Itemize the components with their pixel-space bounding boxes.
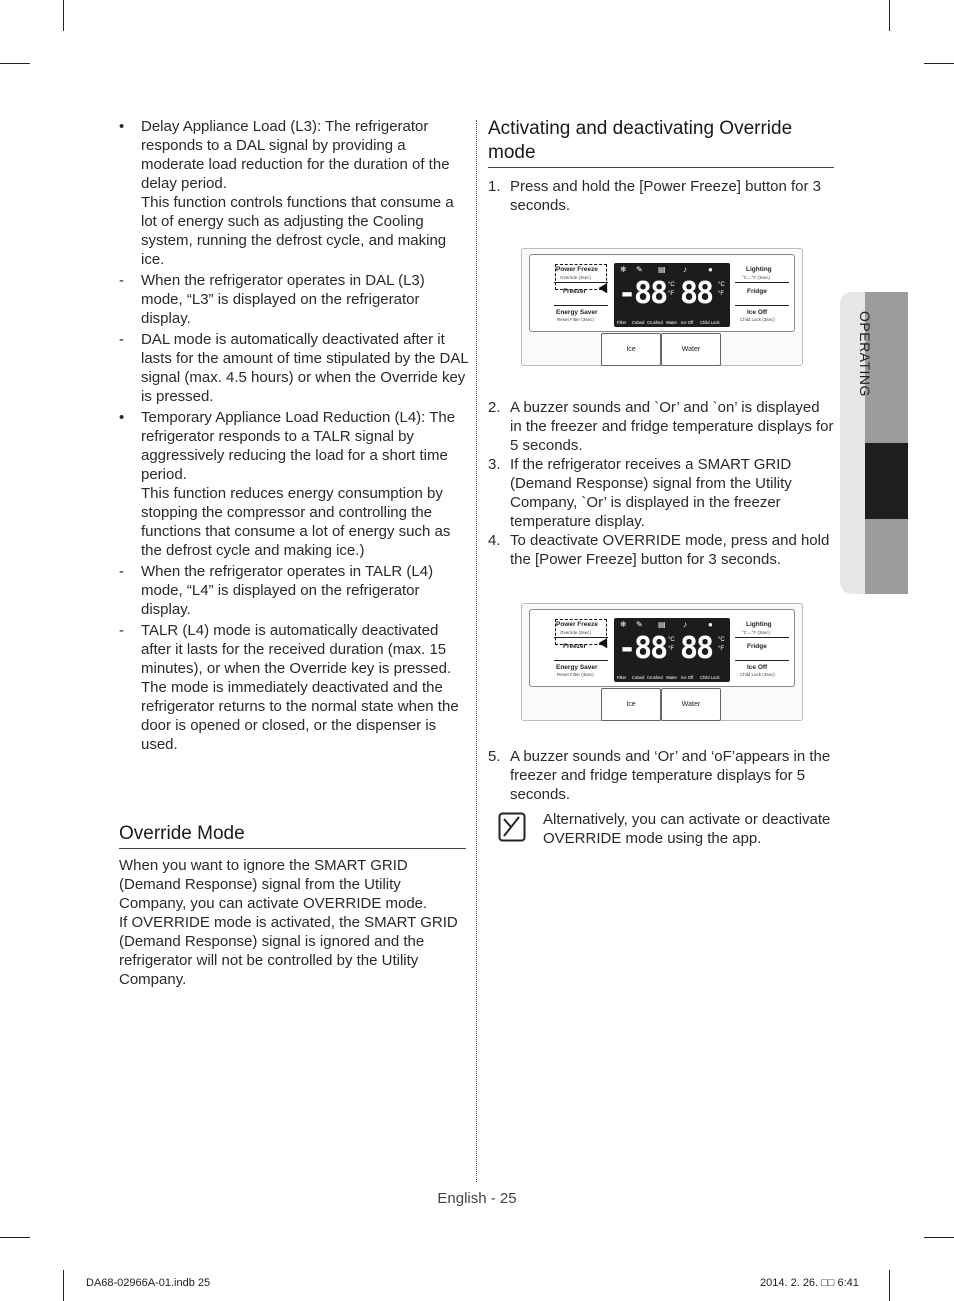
list-item: - When the refrigerator operates in DAL (L3) mode, “L3” is displayed on the refrigerator display.: [119, 272, 425, 327]
filter-icon: ▤: [658, 620, 666, 629]
settings-icon: ✎: [636, 265, 643, 274]
water-drop-icon: ●: [708, 265, 713, 274]
crop-mark: [889, 1270, 890, 1301]
step-item: 4. To deactivate OVERRIDE mode, press and hold the [Power Freeze] button for 3 seconds.: [488, 532, 830, 568]
crop-mark: [63, 1270, 64, 1301]
settings-icon: ✎: [636, 620, 643, 629]
list-item: - When the refrigerator operates in TALR (L4) mode, “L4” is displayed on the refrigerator display.: [119, 563, 434, 618]
column-divider: [476, 120, 477, 1182]
paragraph: If OVERRIDE mode is activated, the SMART GRID (Demand Response) signal is ignored and the refrigerator will not be controlled by the Utility Company.: [119, 914, 458, 988]
page-footer: English - 25: [437, 1190, 517, 1207]
ice-button[interactable]: Ice: [601, 333, 661, 366]
water-button[interactable]: Water: [661, 333, 721, 366]
ice-button[interactable]: Ice: [601, 688, 661, 721]
crop-mark: [924, 63, 954, 64]
override-mode-section: [119, 822, 466, 989]
imprint-right: 2014. 2. 26. □□ 6:41: [760, 1277, 859, 1289]
crop-mark: [0, 63, 30, 64]
bell-icon: ♪: [683, 265, 687, 274]
paragraph: When you want to ignore the SMART GRID (Demand Response) signal from the Utility Company, you can activate OVERRIDE mode.: [119, 857, 428, 912]
snowflake-icon: ❄: [620, 620, 627, 629]
snowflake-icon: ❄: [620, 265, 627, 274]
display-screen: ❄ ✎ ▤ ♪ ● -88 °C °F 88 °C °F Filter Cubed Crushed Water Ice Off Child Lock: [614, 263, 730, 327]
list-item: • Delay Appliance Load (L3): The refrigerator responds to a DAL signal by providing a moderate load reduction for the duration of the delay period. This function controls functions that consume a lot of energy such as adjusting the Cooling system, running the defrost cycle, and making ice.: [119, 118, 454, 268]
filter-icon: ▤: [658, 265, 666, 274]
section-title: Override Mode: [119, 822, 466, 849]
control-panel-illustration: Power Freeze Override (3sec) Freezer Energy Saver Reset Filter (3sec) ❄ ✎ ▤ ♪ ● -88 °C °F 88 °C °F Filter Cubed Crushed Water Ice Off Child Lock Lighting °C↔°F (3sec) Fridge Ice Off Child Lock (3sec) Ice Water: [521, 248, 803, 366]
list-item: - TALR (L4) mode is automatically deactivated after it lasts for the received duration (max. 15 minutes), or when the Override key is pressed. The mode is immediately deactivated and the refrigerator returns to the normal state when the door is opened or closed, or the dispenser is used.: [119, 622, 459, 753]
bell-icon: ♪: [683, 620, 687, 629]
crop-mark: [924, 1237, 954, 1238]
step-item: 1. Press and hold the [Power Freeze] button for 3 seconds.: [488, 178, 822, 214]
crop-mark: [889, 0, 890, 31]
side-tab-active-marker: [865, 443, 908, 519]
right-column: [488, 117, 834, 804]
side-tab-label: OPERATING: [857, 311, 873, 397]
control-panel-illustration: Power Freeze Override (3sec) Freezer Energy Saver Reset Filter (3sec) ❄ ✎ ▤ ♪ ● -88 °C °F 88 °C °F Filter Cubed Crushed Water Ice Off Child Lock Lighting °C↔°F (3sec) Fridge Ice Off Child Lock (3sec) Ice Water: [521, 603, 803, 721]
imprint-left: DA68-02966A-01.indb 25: [86, 1277, 211, 1289]
display-screen: ❄ ✎ ▤ ♪ ● -88 °C °F 88 °C °F Filter Cubed Crushed Water Ice Off Child Lock: [614, 618, 730, 682]
list-item: - DAL mode is automatically deactivated after it lasts for the amount of time stipulated by the DAL signal (max. 4.5 hours) or when the Override key is pressed.: [119, 331, 469, 405]
left-column: [119, 117, 469, 756]
step-item: 3. If the refrigerator receives a SMART GRID (Demand Response) signal from the Utility Company, `Or’ is displayed in the freezer temperature display.: [488, 456, 792, 530]
list-item: • Temporary Appliance Load Reduction (L4): The refrigerator responds to a TALR signal by aggressively reducing the load for a short time period. This function reduces energy consumption by stopping the compressor and controlling the functions that consume a lot of energy such as the defrost cycle and making ice.): [119, 409, 456, 559]
note-pencil-icon: [498, 812, 526, 842]
note-text: Alternatively, you can activate or deactivate OVERRIDE mode using the app.: [543, 811, 831, 847]
water-drop-icon: ●: [708, 620, 713, 629]
step-item: 5. A buzzer sounds and ‘Or’ and ‘oF’appears in the freezer and fridge temperature displays for 5 seconds.: [488, 748, 831, 803]
water-button[interactable]: Water: [661, 688, 721, 721]
crop-mark: [63, 0, 64, 31]
step-item: 2. A buzzer sounds and `Or’ and `on’ is displayed in the freezer and fridge temperature displays for 5 seconds.: [488, 399, 834, 454]
section-title: Activating and deactivating Override mode: [488, 117, 834, 168]
crop-mark: [0, 1237, 30, 1238]
